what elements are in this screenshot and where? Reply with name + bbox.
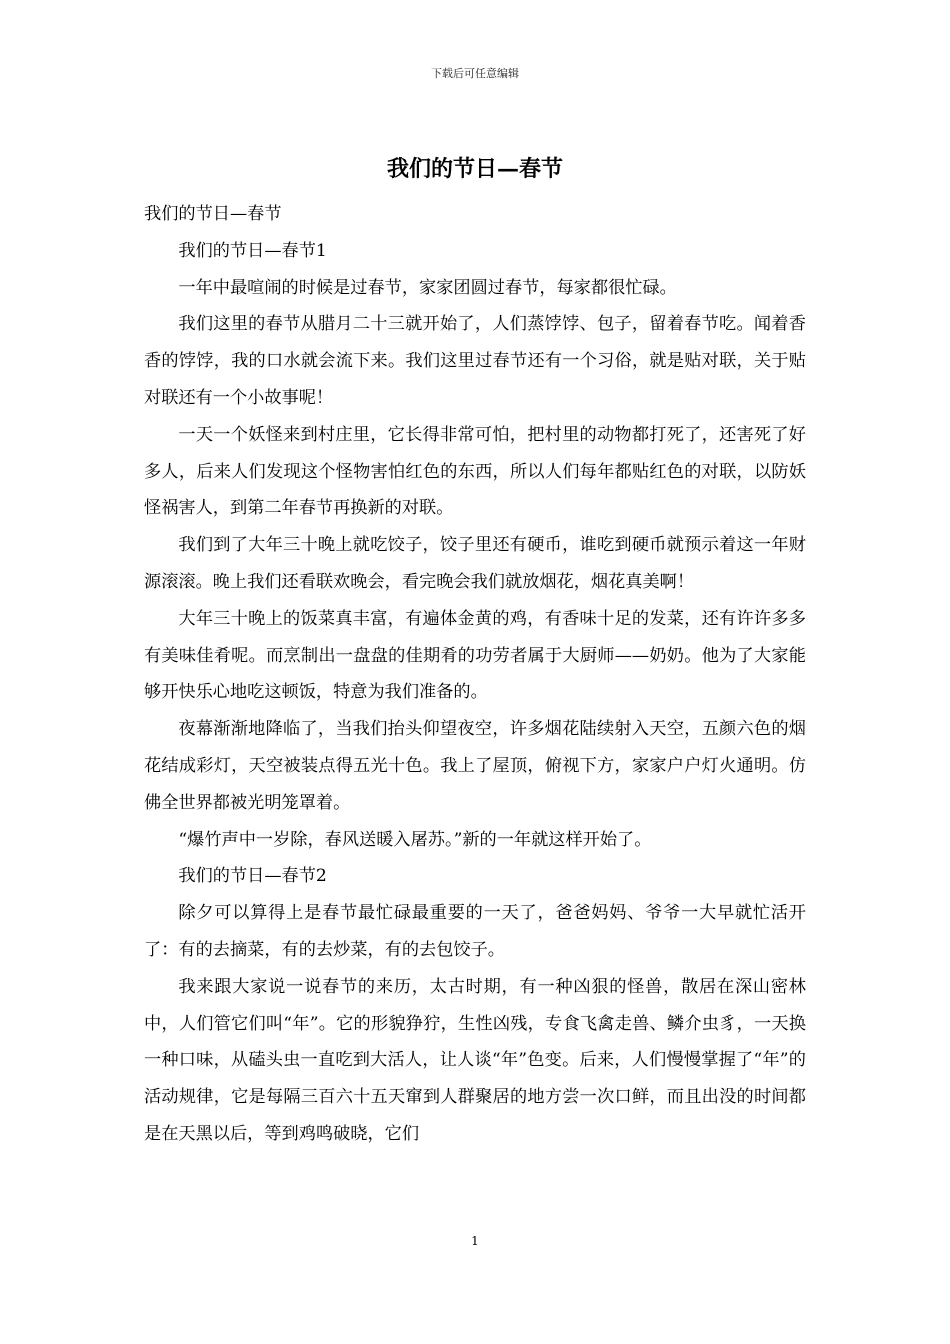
document-body — [144, 196, 806, 1153]
paragraph: 大年三十晚上的饭菜真丰富，有遍体金黄的鸡，有香味十足的发菜，还有许许多多有美味佳肴呢。而烹制出一盘盘的佳期肴的功劳者属于大厨师——奶奶。他为了大家能够开快乐心地吃这顿饭，特意为我们准备的。 — [144, 608, 806, 703]
paragraph: “爆竹声中一岁除，春风送暖入屠苏。”新的一年就这样开始了。 — [178, 829, 652, 850]
section-heading-2: 我们的节日—春节2 — [178, 866, 327, 887]
paragraph: 夜幕渐渐地降临了，当我们抬头仰望夜空，许多烟花陆续射入天空，五颜六色的烟花结成彩灯，天空被装点得五光十色。我上了屋顶，俯视下方，家家户户灯火通明。仿佛全世界都被光明笼罩着。 — [144, 719, 806, 813]
paragraph: 一天一个妖怪来到村庄里，它长得非常可怕，把村里的动物都打死了，还害死了好多人，后来人们发现这个怪物害怕红色的东西，所以人们每年都贴红色的对联，以防妖怪祸害人，到第二年春节再换新的对联。 — [144, 424, 806, 519]
paragraph: 一年中最喧闹的时候是过春节，家家团圆过春节，每家都很忙碌。 — [178, 277, 677, 298]
paragraph: 我们到了大年三十晚上就吃饺子，饺子里还有硬币，谁吃到硬币就预示着这一年财源滚滚。晚上我们还看联欢晚会，看完晚会我们就放烟花，烟花真美啊！ — [144, 535, 806, 592]
paragraph: 我们这里的春节从腊月二十三就开始了，人们蒸饽饽、包子，留着春节吃。闻着香香的饽饽，我的口水就会流下来。我们这里过春节还有一个习俗，就是贴对联，关于贴对联还有一个小故事呢！ — [144, 314, 806, 408]
paragraph: 我们的节日—春节 — [144, 204, 282, 224]
paragraph: 我来跟大家说一说春节的来历，太古时期，有一种凶狠的怪兽，散居在深山密林中，人们管它们叫“年”。它的形貌狰狞，生性凶残，专食飞禽走兽、鳞介虫豸，一天换一种口味，从磕头虫一直吃到大活人，让人谈“年”色变。后来，人们慢慢掌握了“年”的活动规律，它是每隔三百六十五天窜到人群聚居的地方尝一次口鲜，而且出没的时间都是在天黑以后，等到鸡鸣破晓，它们 — [144, 976, 806, 1144]
document-title: 我们的节日—春节 — [386, 156, 563, 182]
paragraph: 除夕可以算得上是春节最忙碌最重要的一天了，爸爸妈妈、爷爷一大早就忙活开了：有的去摘菜，有的去炒菜，有的去包饺子。 — [144, 903, 806, 960]
section-heading-1: 我们的节日—春节1 — [178, 240, 327, 261]
page-number: 1 — [471, 1234, 479, 1248]
page-header: 下载后可任意编辑 — [431, 67, 519, 80]
